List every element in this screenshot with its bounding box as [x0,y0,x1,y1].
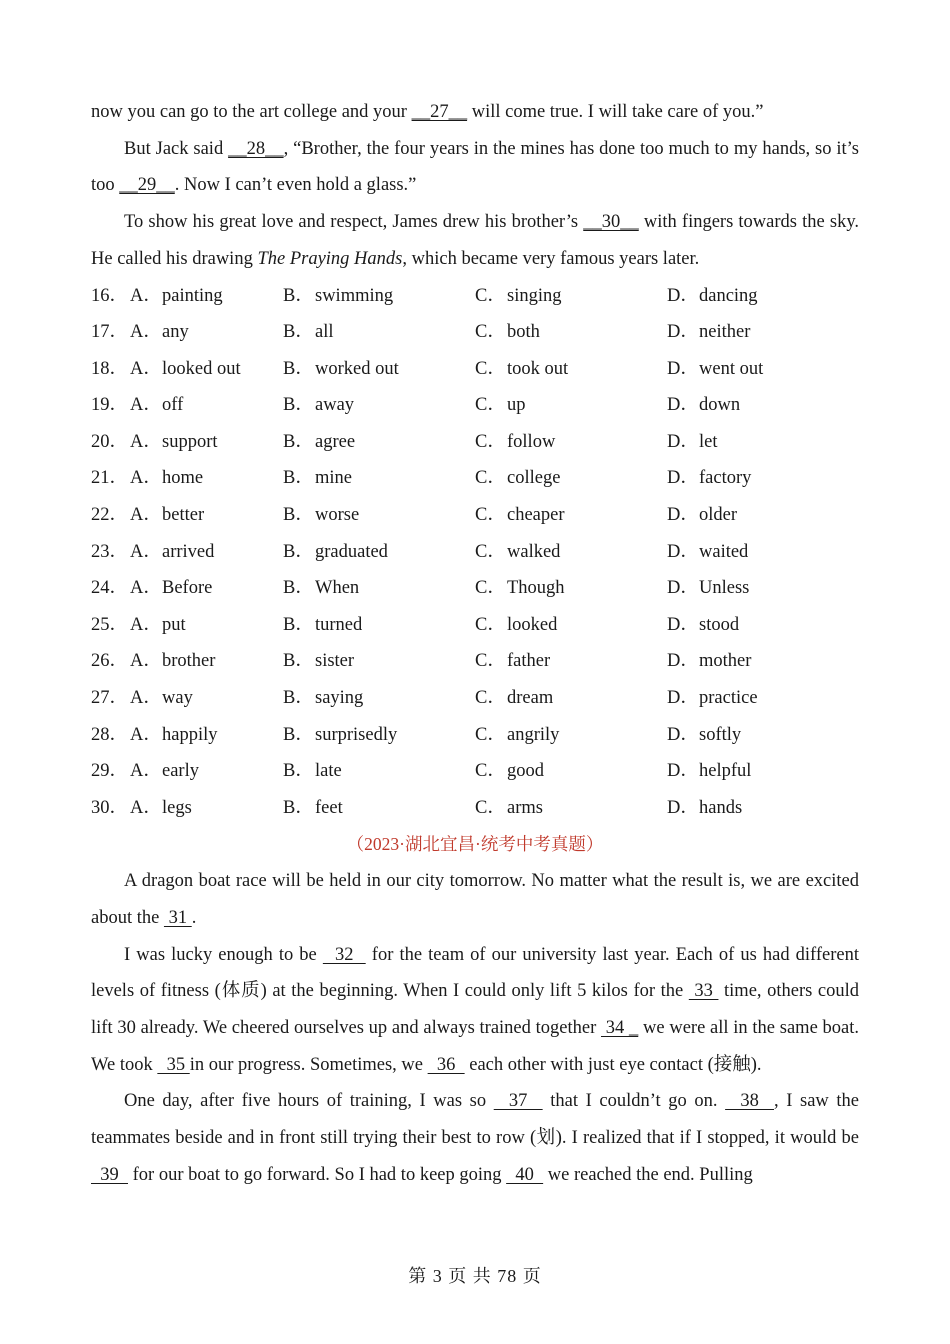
text-run: One day, after five hours of training, I was so [124,1091,494,1112]
option-text: helpful [699,761,752,782]
text-run: I was lucky enough to be [124,944,323,965]
option-letter: B． [283,358,314,379]
option-d[interactable] [667,351,827,388]
text-run: , I saw the teammates beside and in front still trying their best to row (划). I realized that if I stopped, it would be [91,1091,859,1149]
option-text: surprisedly [315,724,398,745]
option-b[interactable] [283,607,475,644]
option-text: father [507,651,551,672]
option-text: When [315,578,360,599]
option-text: swimming [315,285,394,306]
option-c[interactable] [475,351,667,388]
option-d[interactable] [667,717,827,754]
option-letter: D． [667,541,699,562]
option-b[interactable] [283,278,475,315]
question-number: 21． [91,468,129,489]
option-b[interactable] [283,570,475,607]
option-a[interactable] [130,753,283,790]
option-letter: A． [130,505,162,526]
answer-blank: 39 [91,1164,128,1185]
question-number: 26． [91,651,129,672]
option-text: let [699,431,718,452]
option-letter: D． [667,614,699,635]
option-letter: D． [667,761,699,782]
option-c[interactable] [475,607,667,644]
question-row [91,351,859,388]
text-run: . [191,907,197,928]
option-c[interactable] [475,424,667,461]
option-letter: B． [283,578,314,599]
question-row [91,570,859,607]
option-letter: C． [475,761,506,782]
option-text: turned [315,614,363,635]
question-row [91,607,859,644]
option-letter: D． [667,797,699,818]
option-d[interactable] [667,570,827,607]
question-row [91,790,859,827]
question-number: 23． [91,541,129,562]
option-letter: D． [667,651,699,672]
text-run: each other with just eye contact (接触). [464,1054,762,1075]
option-text: college [507,468,561,489]
question-row [91,314,859,351]
option-letter: D． [667,468,699,489]
passage-paragraph [91,937,859,1084]
option-letter: C． [475,724,506,745]
question-number: 27． [91,688,129,709]
option-a[interactable] [130,717,283,754]
question-list [91,278,859,827]
option-b[interactable] [283,534,475,571]
option-letter: A． [130,395,162,416]
option-b[interactable] [283,460,475,497]
option-d[interactable] [667,278,827,315]
text-run: time, others could lift 30 already. We cheered ourselves up and always trained together [91,981,859,1038]
option-letter: A． [130,358,162,379]
option-c[interactable] [475,753,667,790]
option-letter: C． [475,578,506,599]
option-letter: A． [130,541,162,562]
page-content [91,94,859,1193]
text-run: , which became very famous years later. [402,248,700,269]
answer-blank: 33 [688,981,719,1002]
text-run: now you can go to the art college and your [91,102,412,122]
option-text: went out [699,358,764,379]
option-d[interactable] [667,607,827,644]
option-c[interactable] [475,460,667,497]
option-text: legs [162,797,192,818]
italic-title: The Praying Hands [257,248,403,269]
option-d[interactable] [667,314,827,351]
option-letter: A． [130,578,162,599]
passage-paragraph [91,131,859,204]
option-text: way [162,688,193,709]
option-a[interactable] [130,607,283,644]
option-d[interactable] [667,497,827,534]
option-b[interactable] [283,497,475,534]
question-number: 24． [91,578,129,599]
option-letter: B． [283,468,314,489]
passage-part-1 [91,94,859,278]
option-text: older [699,505,738,526]
option-a[interactable] [130,314,283,351]
option-text: up [507,395,526,416]
option-text: graduated [315,541,388,562]
option-a[interactable] [130,387,283,424]
option-text: looked [507,614,558,635]
option-text: both [507,322,540,343]
option-letter: D． [667,322,699,343]
option-text: dream [507,688,554,709]
question-row [91,534,859,571]
option-text: looked out [162,358,241,379]
answer-blank: __30__ [583,212,639,233]
question-number: 30． [91,797,129,818]
option-text: Though [507,578,565,599]
text-run: with fingers towards the sky. He called his drawing [91,212,859,269]
answer-blank: __27__ [411,102,468,122]
passage-paragraph [91,863,859,936]
option-text: arms [507,797,543,818]
option-letter: D． [667,285,699,306]
option-letter: A． [130,761,162,782]
option-d[interactable] [667,790,827,827]
option-letter: C． [475,285,506,306]
answer-blank: 40 [506,1164,544,1185]
option-letter: A． [130,614,162,635]
option-letter: B． [283,797,314,818]
option-text: softly [699,724,742,745]
answer-blank: 32 [322,944,366,965]
option-letter: C． [475,395,506,416]
option-a[interactable] [130,460,283,497]
option-d[interactable] [667,460,827,497]
answer-blank: 35 [157,1054,190,1075]
option-letter: C． [475,688,506,709]
option-letter: C． [475,358,506,379]
option-a[interactable] [130,643,283,680]
option-letter: B． [283,505,314,526]
option-a[interactable] [130,790,283,827]
text-run: . Now I can’t even hold a glass.” [174,175,417,196]
text-run: for our boat to go forward. So I had to keep going [128,1164,507,1185]
option-letter: B． [283,322,314,343]
question-number: 16． [91,285,129,306]
option-letter: B． [283,724,314,745]
option-text: better [162,505,205,526]
option-text: angrily [507,724,560,745]
question-number: 28． [91,724,129,745]
question-row [91,643,859,680]
answer-blank: 36 [427,1054,465,1075]
option-b[interactable] [283,351,475,388]
question-row [91,424,859,461]
option-letter: A． [130,688,162,709]
option-letter: D． [667,578,699,599]
option-text: good [507,761,544,782]
option-c[interactable] [475,534,667,571]
option-text: singing [507,285,562,306]
option-a[interactable] [130,570,283,607]
question-number: 25． [91,614,129,635]
option-text: neither [699,322,751,343]
question-number: 22． [91,505,129,526]
option-text: waited [699,541,749,562]
option-text: stood [699,614,740,635]
option-text: agree [315,431,356,452]
option-a[interactable] [130,534,283,571]
question-number: 17． [91,322,129,343]
section-title: （2023·湖北宜昌·统考中考真题） [346,834,604,855]
option-letter: D． [667,358,699,379]
option-text: hands [699,797,743,818]
option-text: put [162,614,186,635]
option-text: arrived [162,541,215,562]
answer-blank: __28__ [228,138,284,159]
option-b[interactable] [283,424,475,461]
option-letter: C． [475,614,506,635]
option-d[interactable] [667,753,827,790]
option-d[interactable] [667,680,827,717]
option-letter: C． [475,505,506,526]
option-b[interactable] [283,314,475,351]
question-row [91,278,859,315]
text-run: will come true. I will take care of you.” [467,102,764,122]
option-text: cheaper [507,505,565,526]
question-row [91,460,859,497]
option-text: feet [315,797,343,818]
option-c[interactable] [475,790,667,827]
option-letter: C． [475,468,506,489]
option-a[interactable] [130,497,283,534]
text-run: that I couldn’t go on. [542,1091,726,1112]
option-text: away [315,395,355,416]
text-run: in our progress. Sometimes, we [189,1054,428,1075]
option-letter: A． [130,468,162,489]
question-row [91,680,859,717]
option-letter: C． [475,431,506,452]
passage-paragraph [91,204,859,277]
option-b[interactable] [283,680,475,717]
passage-paragraph [91,94,859,131]
question-row [91,753,859,790]
option-text: off [162,395,184,416]
option-text: painting [162,285,223,306]
question-row [91,497,859,534]
option-letter: C． [475,322,506,343]
option-text: down [699,395,741,416]
option-text: home [162,468,204,489]
question-number: 18． [91,358,129,379]
option-c[interactable] [475,570,667,607]
option-b[interactable] [283,790,475,827]
option-text: mine [315,468,352,489]
text-run: for the team of our university last year. Each of us had different levels of fitness (体质) at the beginning. When I could only lift 5 kilos for the [91,944,859,1002]
option-letter: A． [130,322,162,343]
option-letter: A． [130,797,162,818]
option-text: mother [699,651,752,672]
option-letter: B． [283,651,314,672]
option-d[interactable] [667,424,827,461]
option-text: saying [315,688,364,709]
page-footer: 第 3 页 共 78 页 [408,1266,542,1286]
option-a[interactable] [130,351,283,388]
answer-blank: __29__ [119,175,175,196]
option-c[interactable] [475,717,667,754]
option-letter: B． [283,395,314,416]
option-letter: B． [283,614,314,635]
option-text: factory [699,468,752,489]
question-number: 20． [91,431,129,452]
option-b[interactable] [283,717,475,754]
question-row [91,717,859,754]
option-text: happily [162,724,218,745]
option-letter: C． [475,651,506,672]
option-letter: A． [130,724,162,745]
option-c[interactable] [475,680,667,717]
text-run: A dragon boat race will be held in our city tomorrow. No matter what the result is, we are excited about the [91,871,859,928]
option-text: Unless [699,578,750,599]
option-letter: D． [667,505,699,526]
answer-blank: 34 _ [601,1017,639,1038]
option-b[interactable] [283,387,475,424]
option-text: early [162,761,199,782]
option-text: follow [507,431,556,452]
option-letter: B． [283,761,314,782]
option-d[interactable] [667,534,827,571]
option-a[interactable] [130,424,283,461]
option-text: support [162,431,218,452]
option-c[interactable] [475,497,667,534]
option-text: took out [507,358,569,379]
option-text: sister [315,651,355,672]
option-text: any [162,322,189,343]
text-run: we were all in the same boat. We took [91,1017,860,1075]
option-letter: C． [475,541,506,562]
option-d[interactable] [667,643,827,680]
answer-blank: 31 [163,907,192,928]
text-run: But Jack said [124,138,229,159]
option-letter: A． [130,651,162,672]
option-text: dancing [699,285,758,306]
text-run: To show his great love and respect, James drew his brother’s [124,212,584,233]
passage-paragraph [91,1083,859,1193]
option-letter: B． [283,431,314,452]
option-c[interactable] [475,314,667,351]
text-run: , “Brother, the four years in the mines has done too much to my hands, so it’s too [91,138,859,196]
question-number: 29． [91,761,129,782]
option-b[interactable] [283,753,475,790]
option-text: walked [507,541,561,562]
option-letter: A． [130,285,162,306]
option-text: practice [699,688,758,709]
option-a[interactable] [130,278,283,315]
option-letter: A． [130,431,162,452]
option-c[interactable] [475,643,667,680]
option-letter: B． [283,285,314,306]
option-c[interactable] [475,278,667,315]
option-d[interactable] [667,387,827,424]
option-letter: C． [475,797,506,818]
text-run: we reached the end. Pulling [543,1164,753,1185]
option-c[interactable] [475,387,667,424]
question-number: 19． [91,395,129,416]
option-letter: D． [667,395,699,416]
passage-part-2 [91,863,859,1193]
answer-blank: 38 [725,1091,775,1112]
option-text: all [315,322,334,343]
option-a[interactable] [130,680,283,717]
question-row [91,387,859,424]
option-letter: D． [667,431,699,452]
option-letter: D． [667,688,699,709]
answer-blank: 37 [493,1091,543,1112]
option-letter: B． [283,541,314,562]
option-text: worse [315,505,360,526]
option-text: Before [162,578,213,599]
option-b[interactable] [283,643,475,680]
option-letter: D． [667,724,699,745]
option-text: late [315,761,342,782]
option-text: brother [162,651,216,672]
option-text: worked out [315,358,399,379]
option-letter: B． [283,688,314,709]
